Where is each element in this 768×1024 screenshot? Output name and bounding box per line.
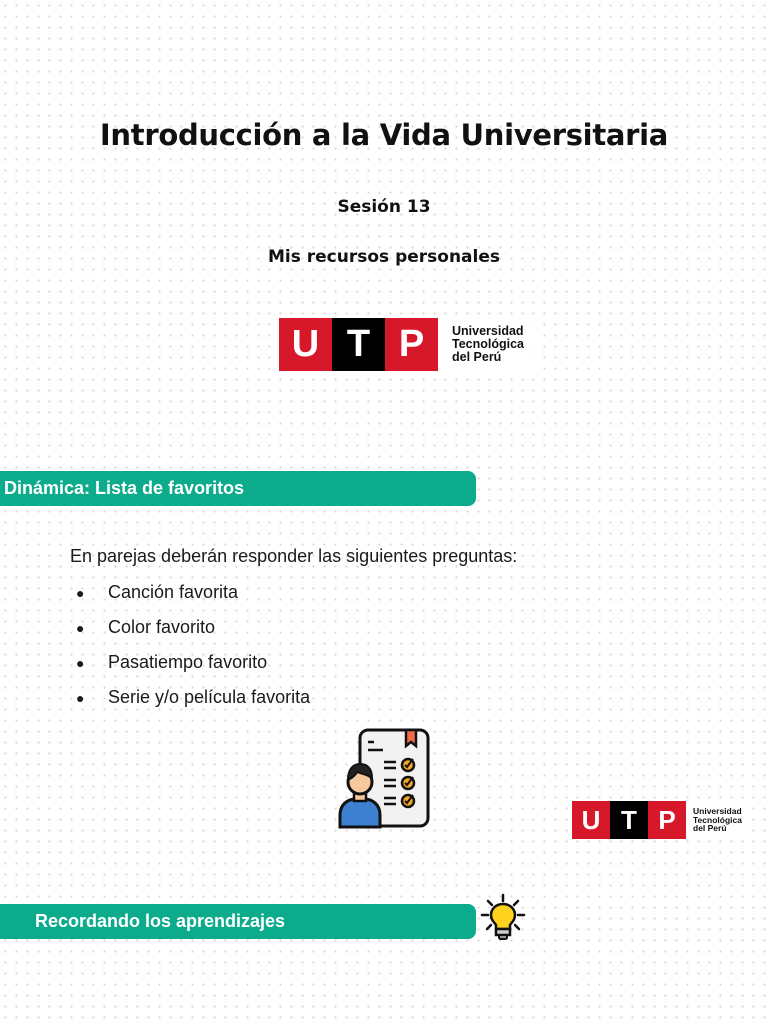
list-item [76, 687, 310, 722]
favorites-list [76, 582, 310, 722]
utp-logo-small [572, 801, 746, 839]
logo-letter-p: P [648, 801, 686, 839]
bullet: ● [76, 620, 85, 636]
bullet: ● [76, 690, 85, 706]
list-item-label: Pasatiempo favorito [108, 652, 268, 672]
section-banner-favoritos: Dinámica: Lista de favoritos [0, 471, 476, 506]
person-checklist-icon [338, 728, 432, 835]
logo-wordmark [452, 325, 524, 364]
page-title: Introducción a la Vida Universitaria [99, 118, 669, 152]
logo-wordmark [693, 807, 742, 834]
logo-letter-t: T [610, 801, 648, 839]
list-item [76, 617, 310, 652]
logo-letter-u: U [279, 318, 332, 371]
logo-line-3: del Perú [693, 823, 727, 834]
logo-line-1: Universidad [693, 805, 742, 816]
logo-line-2: Tecnológica [693, 814, 742, 825]
list-item [76, 582, 310, 617]
instructions-text: En parejas deberán responder las siguientes preguntas: [70, 546, 518, 566]
bullet: ● [76, 655, 85, 671]
logo-line-3: del Perú [452, 350, 502, 365]
lightbulb-icon [479, 893, 527, 948]
list-item-label: Serie y/o película favorita [108, 687, 311, 707]
logo-letter-u: U [572, 801, 610, 839]
logo-line-1: Universidad [452, 323, 524, 338]
session-label: Sesión 13 [337, 197, 431, 217]
logo-letter-p: P [385, 318, 438, 371]
list-item-label: Color favorito [108, 617, 216, 637]
list-item [76, 652, 310, 687]
logo-line-2: Tecnológica [452, 336, 525, 351]
utp-logo-large [279, 318, 534, 371]
logo-letter-t: T [332, 318, 385, 371]
session-subtitle: Mis recursos personales [267, 247, 501, 267]
bullet: ● [76, 585, 85, 601]
list-item-label: Canción favorita [108, 582, 239, 602]
section-banner-aprendizajes: Recordando los aprendizajes [0, 904, 476, 939]
